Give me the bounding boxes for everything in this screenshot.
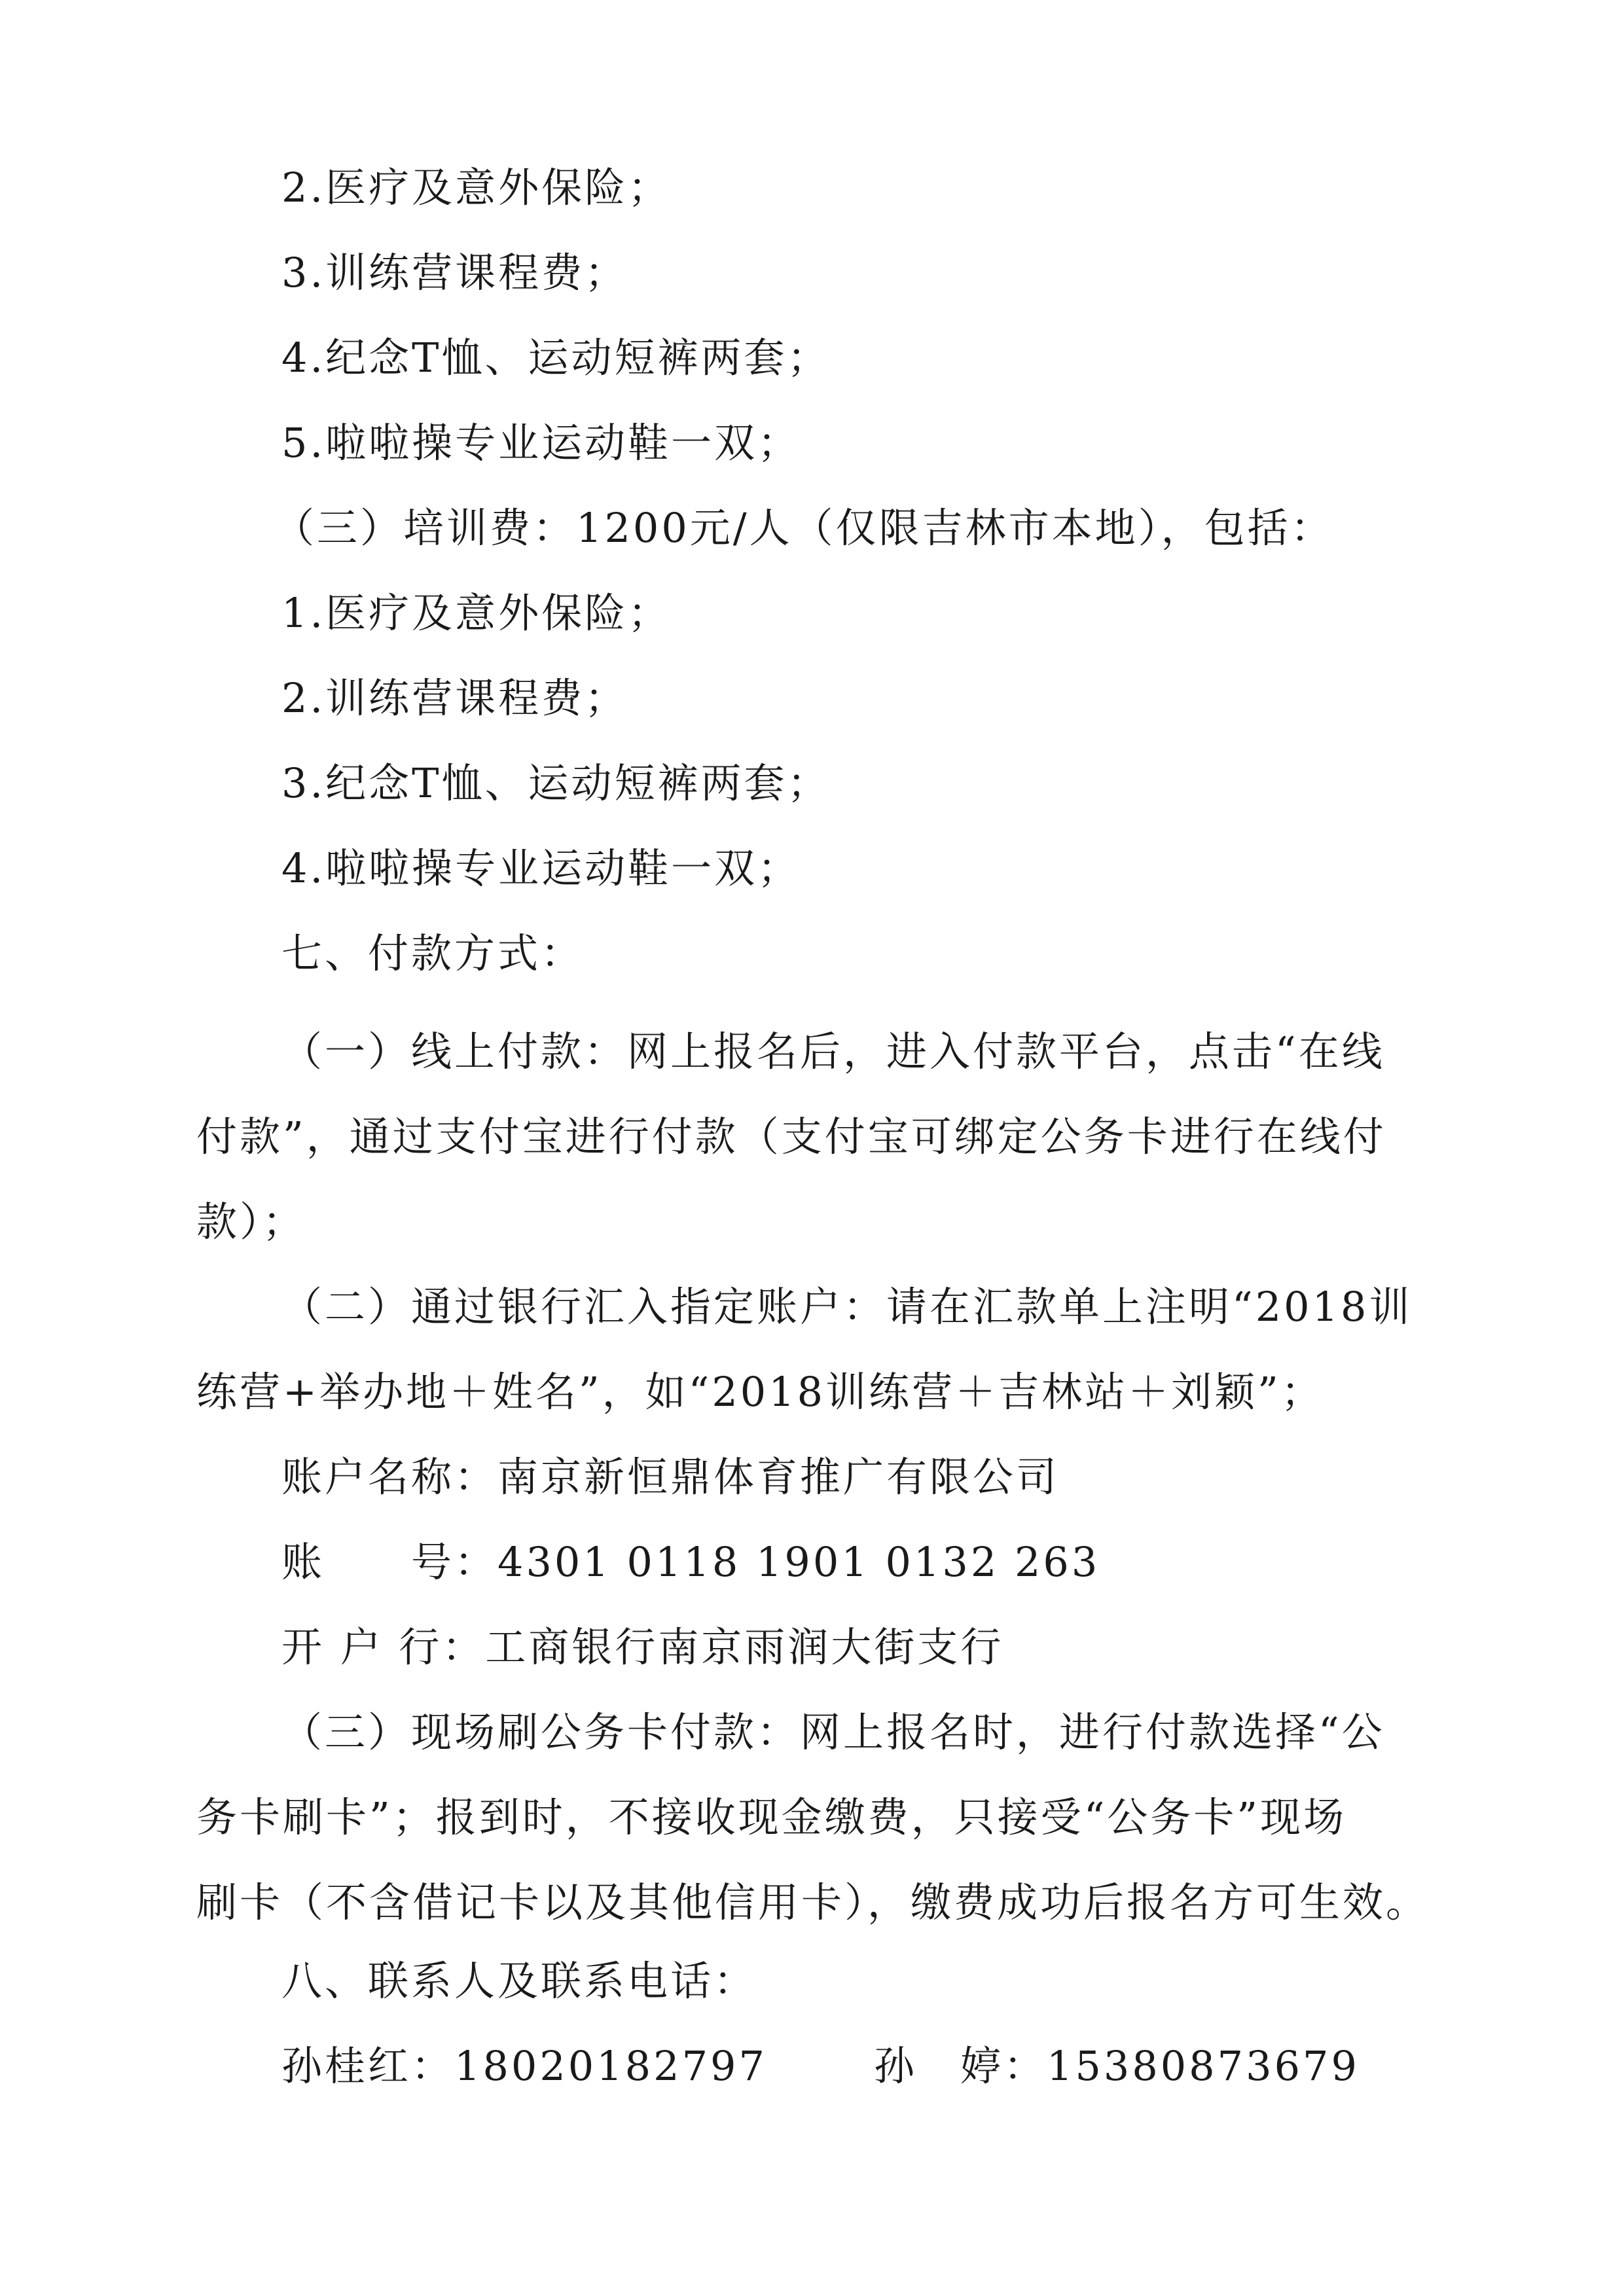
list-item-shoes: 4.啦啦操专业运动鞋一双； <box>281 844 801 892</box>
list-item-course-fee: 2.训练营课程费； <box>281 674 628 722</box>
account-number: 账 号：4301 0118 1901 0132 263 <box>281 1538 1100 1586</box>
paragraph-card-payment-line1: （三）现场刷公务卡付款：网上报名时，进行付款选择“公 <box>281 1708 1385 1756</box>
list-item-insurance: 2.医疗及意外保险； <box>281 164 672 211</box>
list-item-tshirt: 4.纪念T恤、运动短裤两套； <box>281 334 831 382</box>
contact-sun-ting: 孙 婷：15380873679 <box>874 2042 1360 2090</box>
account-bank: 开 户 行：工商银行南京雨润大街支行 <box>281 1623 1004 1671</box>
list-item-tshirt: 3.纪念T恤、运动短裤两套； <box>281 759 831 807</box>
paragraph-bank-transfer-line1: （二）通过银行汇入指定账户：请在汇款单上注明“2018训 <box>281 1283 1413 1331</box>
list-item-insurance: 1.医疗及意外保险； <box>281 589 672 637</box>
section-heading-training-fee: （三）培训费：1200元/人（仅限吉林市本地），包括： <box>274 504 1334 552</box>
section-heading-payment: 七、付款方式： <box>281 929 585 977</box>
contact-sun-guihong: 孙桂红：18020182797 <box>281 2042 767 2090</box>
paragraph-bank-transfer-line2: 练营+举办地＋姓名”，如“2018训练营＋吉林站＋刘颖”； <box>196 1368 1324 1416</box>
contact-row <box>281 2041 1360 2092</box>
list-item-course-fee: 3.训练营课程费； <box>281 249 628 296</box>
paragraph-card-payment-line2: 务卡刷卡”；报到时，不接收现金缴费，只接受“公务卡”现场 <box>196 1793 1347 1841</box>
list-item-shoes: 5.啦啦操专业运动鞋一双； <box>281 419 801 467</box>
paragraph-online-payment-line3: 款）； <box>196 1198 306 1246</box>
paragraph-online-payment-line1: （一）线上付款：网上报名后，进入付款平台，点击“在线 <box>281 1028 1385 1075</box>
paragraph-online-payment-line2: 付款”，通过支付宝进行付款（支付宝可绑定公务卡进行在线付 <box>196 1113 1386 1160</box>
section-heading-contacts: 八、联系人及联系电话： <box>281 1957 757 2005</box>
paragraph-card-payment-line3: 刷卡（不含借记卡以及其他信用卡），缴费成功后报名方可生效。 <box>196 1878 1430 1926</box>
account-name: 账户名称：南京新恒鼎体育推广有限公司 <box>281 1453 1060 1501</box>
